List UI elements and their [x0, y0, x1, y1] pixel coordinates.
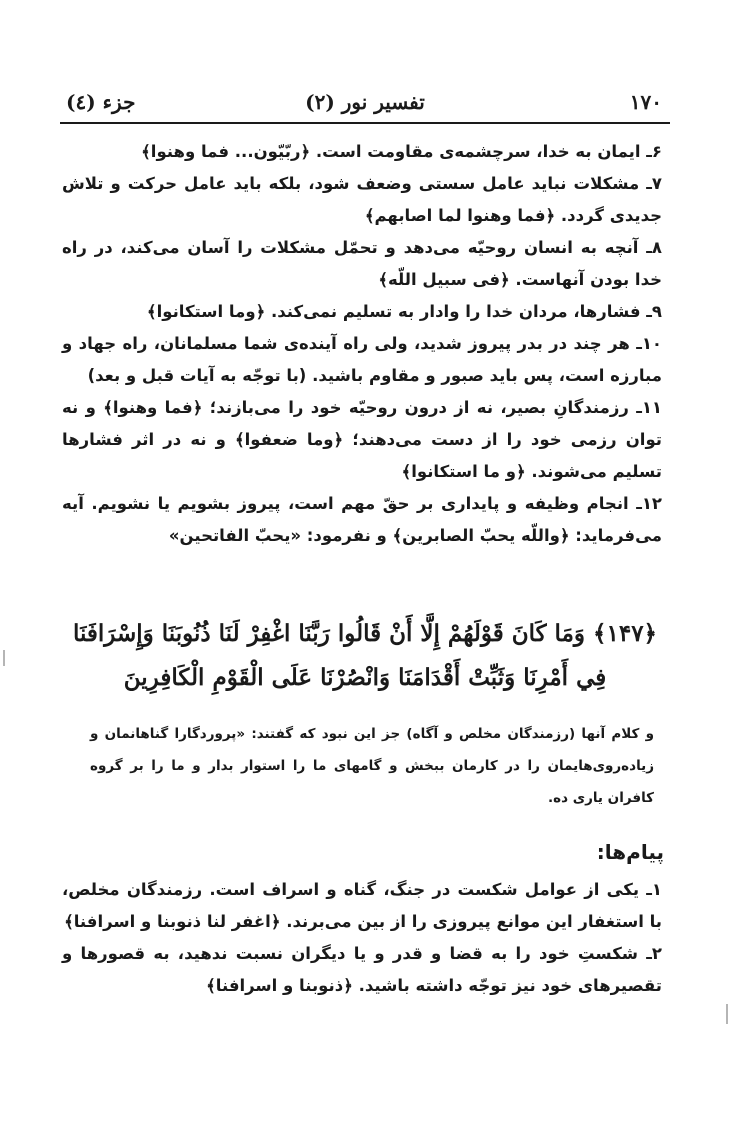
list-item: ۸ـ آنچه به انسان روحیّه می‌دهد و تحمّل مشکلات را آسان می‌کند، در راه خدا بودن آنهاست. ﴿فی سبیل اللّه﴾: [62, 238, 662, 289]
page-header: [60, 86, 670, 124]
list-item: ۱۲ـ انجام وظیفه و پایداری بر حقّ مهم است، پیروز بشویم یا نشویم. آیه می‌فرماید: ﴿واللّه یحبّ الصابرین﴾ و نفرمود: «یحبّ الفاتحین»: [62, 494, 662, 545]
list-item: ۶ـ ایمان به خدا، سرچشمه‌ی مقاومت است. ﴿ربّیّون... فما وهنوا﴾: [141, 142, 662, 161]
verse-translation: و کلام آنها (رزمندگان مخلص و آگاه) جز این نبود که گفتند: «پروردگارا گناهانمان و زیاده‌روی‌هایمان را در کارمان ببخش و گامهای ما را استوار بدار و ما را بر گروه کافران یاری ده.: [90, 726, 654, 806]
running-title: تفسیر نور (۲): [305, 90, 425, 114]
points-list: [62, 136, 662, 552]
list-item: ۱۰ـ هر چند در بدر پیروز شدید، ولی راه آینده‌ی شما مسلمانان، راه جهاد و مبارزه است، پس باید صبور و مقاوم باشید. (با توجّه به آیات قبل و بعد): [62, 334, 662, 385]
scan-edge-mark: [3, 650, 5, 666]
juz-label: جزء (٤): [66, 90, 136, 114]
list-item: ۱ـ یکی از عوامل شکست در جنگ، گناه و اسراف است. رزمندگان مخلص، با استغفار این موانع پیروزی را از بین می‌برند. ﴿اغفر لنا ذنوبنا و اسرافنا﴾: [62, 880, 662, 931]
messages-list: [62, 874, 662, 1002]
list-item: ۹ـ فشارها، مردان خدا را وادار به تسلیم نمی‌کند. ﴿وما استکانوا﴾: [146, 302, 662, 321]
list-item: ۷ـ مشکلات نباید عامل سستی وضعف شود، بلکه باید عامل حرکت و تلاش جدیدی گردد. ﴿فما وهنوا لما اصابهم﴾: [62, 174, 662, 225]
messages-heading: پیام‌ها:: [596, 840, 664, 864]
list-item: ۲ـ شکستِ خود را به قضا و قدر و یا دیگران نسبت ندهید، به قصورها و تقصیرهای خود نیز توجّه داشته باشید. ﴿ذنوبنا و اسرافنا﴾: [62, 944, 662, 995]
quran-verse: ﴿۱۴۷﴾ وَمَا كَانَ قَوْلَهُمْ إِلَّا أَنْ قَالُوا رَبَّنَا اغْفِرْ لَنَا ذُنُوبَنَا وَإِسْرَافَنَا فِي أَمْرِنَا وَثَبِّتْ أَقْدَامَنَا وَانْصُرْنَا عَلَى الْقَوْمِ الْكَافِرِينَ: [72, 620, 658, 691]
page-number: ۱۷۰: [629, 90, 662, 114]
list-item: ۱۱ـ رزمندگانِ بصیر، نه از درون روحیّه خود را می‌بازند؛ ﴿فما وهنوا﴾ و نه توان رزمی خود را از دست می‌دهند؛ ﴿وما ضعفوا﴾ و نه در اثر فشارها تسلیم می‌شوند. ﴿و ما استکانوا﴾: [62, 398, 662, 481]
scan-edge-mark: [726, 1004, 728, 1024]
